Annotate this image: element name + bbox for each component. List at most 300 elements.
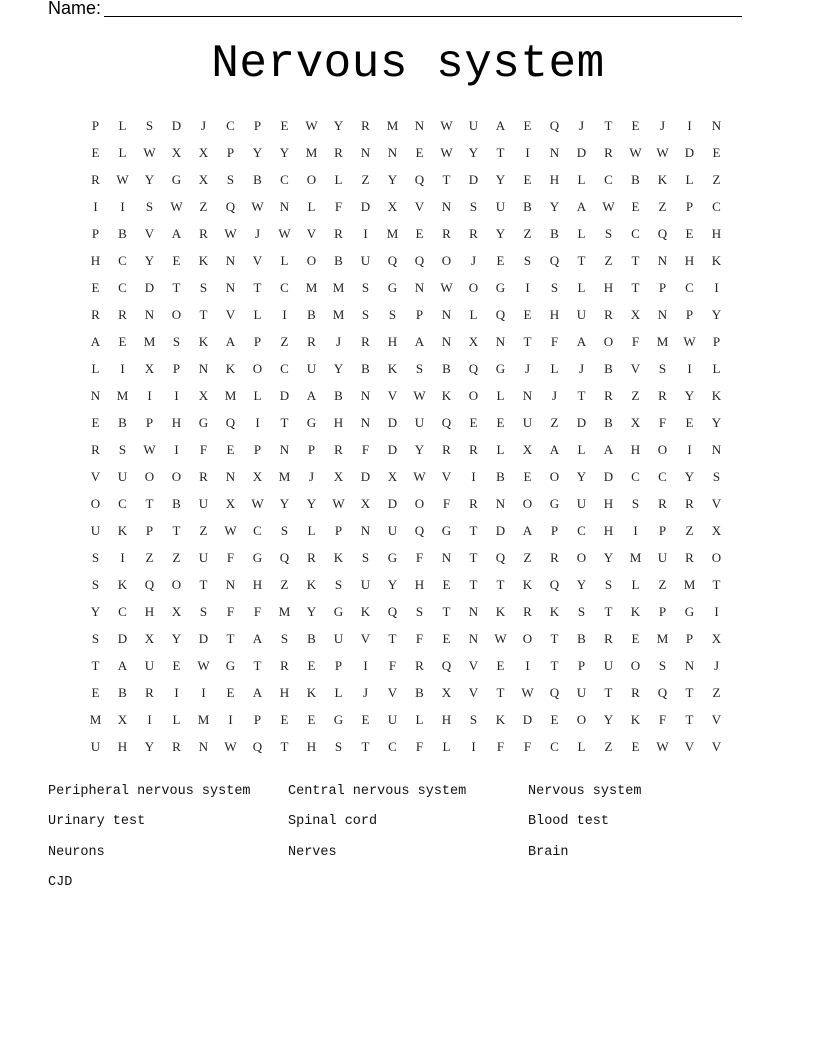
grid-letter: X bbox=[198, 172, 209, 187]
grid-letter: E bbox=[631, 739, 640, 754]
grid-letter: Z bbox=[280, 577, 289, 592]
grid-letter: M bbox=[683, 577, 696, 592]
grid-letter: Y bbox=[576, 577, 587, 592]
grid-letter: R bbox=[361, 118, 370, 133]
grid-letter: I bbox=[120, 199, 125, 214]
grid-letter: X bbox=[711, 523, 722, 538]
grid-row bbox=[82, 436, 732, 463]
grid-letter: A bbox=[252, 685, 263, 700]
grid-row bbox=[82, 247, 732, 274]
grid-letter: T bbox=[523, 334, 532, 349]
grid-letter: X bbox=[522, 442, 533, 457]
grid-letter: B bbox=[118, 685, 127, 700]
grid-letter: E bbox=[361, 712, 370, 727]
grid-letter: W bbox=[494, 631, 507, 646]
grid-letter: S bbox=[361, 307, 370, 322]
grid-letter: Z bbox=[604, 253, 613, 268]
grid-letter: V bbox=[468, 658, 479, 673]
grid-letter: T bbox=[253, 658, 262, 673]
word-list-item: Peripheral nervous system bbox=[48, 783, 251, 799]
grid-letter: I bbox=[714, 280, 719, 295]
grid-letter: E bbox=[307, 658, 316, 673]
grid-letter: R bbox=[658, 496, 667, 511]
grid-letter: U bbox=[387, 523, 398, 538]
grid-row bbox=[82, 166, 732, 193]
grid-row bbox=[82, 139, 732, 166]
grid-letter: Y bbox=[495, 226, 506, 241]
grid-letter: D bbox=[684, 145, 695, 160]
grid-letter: L bbox=[307, 523, 316, 538]
grid-letter: L bbox=[334, 685, 343, 700]
grid-letter: W bbox=[251, 496, 264, 511]
grid-letter: T bbox=[280, 415, 289, 430]
grid-letter: G bbox=[387, 280, 398, 295]
grid-letter: B bbox=[334, 253, 343, 268]
grid-letter: C bbox=[253, 523, 262, 538]
grid-letter: Y bbox=[306, 496, 317, 511]
grid-letter: Y bbox=[144, 739, 155, 754]
grid-letter: S bbox=[145, 118, 154, 133]
grid-letter: U bbox=[198, 550, 209, 565]
grid-letter: G bbox=[549, 496, 560, 511]
grid-letter: X bbox=[711, 631, 722, 646]
grid-letter: Q bbox=[495, 550, 506, 565]
grid-row bbox=[82, 301, 732, 328]
grid-letter: H bbox=[306, 739, 317, 754]
grid-letter: Z bbox=[523, 226, 532, 241]
grid-letter: P bbox=[307, 442, 316, 457]
grid-letter: F bbox=[550, 334, 559, 349]
grid-row bbox=[82, 274, 732, 301]
grid-letter: H bbox=[144, 604, 155, 619]
grid-letter: X bbox=[198, 388, 209, 403]
grid-letter: P bbox=[550, 523, 559, 538]
grid-letter: S bbox=[523, 253, 532, 268]
grid-letter: R bbox=[469, 496, 478, 511]
grid-letter: W bbox=[224, 226, 237, 241]
grid-letter: Y bbox=[90, 604, 101, 619]
grid-letter: U bbox=[198, 496, 209, 511]
grid-letter: H bbox=[711, 226, 722, 241]
grid-letter: N bbox=[198, 739, 209, 754]
grid-letter: J bbox=[713, 658, 720, 673]
grid-letter: H bbox=[441, 712, 452, 727]
grid-letter: A bbox=[171, 226, 182, 241]
grid-letter: I bbox=[147, 388, 152, 403]
grid-letter: U bbox=[468, 118, 479, 133]
grid-letter: Q bbox=[387, 604, 398, 619]
grid-letter: N bbox=[225, 280, 236, 295]
grid-letter: N bbox=[360, 523, 371, 538]
grid-letter: L bbox=[91, 361, 100, 376]
name-underline bbox=[104, 16, 742, 17]
grid-letter: D bbox=[144, 280, 155, 295]
grid-letter: K bbox=[225, 361, 236, 376]
grid-letter: Q bbox=[387, 253, 398, 268]
grid-letter: W bbox=[197, 658, 210, 673]
grid-letter: N bbox=[441, 199, 452, 214]
grid-letter: L bbox=[334, 172, 343, 187]
grid-letter: T bbox=[604, 685, 613, 700]
grid-letter: B bbox=[118, 226, 127, 241]
grid-letter: A bbox=[549, 442, 560, 457]
grid-letter: W bbox=[656, 739, 669, 754]
grid-letter: L bbox=[307, 199, 316, 214]
grid-letter: S bbox=[226, 172, 235, 187]
grid-letter: C bbox=[118, 604, 127, 619]
name-field[interactable] bbox=[48, 0, 748, 20]
grid-letter: P bbox=[253, 118, 262, 133]
grid-letter: O bbox=[414, 496, 425, 511]
grid-letter: S bbox=[604, 226, 613, 241]
word-list-item: Spinal cord bbox=[288, 814, 378, 830]
grid-letter: V bbox=[414, 199, 425, 214]
grid-letter: Q bbox=[657, 685, 668, 700]
grid-letter: H bbox=[252, 577, 263, 592]
grid-letter: T bbox=[442, 172, 451, 187]
grid-letter: N bbox=[279, 442, 290, 457]
grid-letter: I bbox=[363, 226, 368, 241]
grid-letter: O bbox=[657, 442, 668, 457]
grid-letter: F bbox=[496, 739, 505, 754]
word-list-row bbox=[48, 807, 768, 838]
grid-letter: T bbox=[496, 577, 505, 592]
grid-letter: I bbox=[471, 739, 476, 754]
grid-letter: N bbox=[90, 388, 101, 403]
grid-letter: I bbox=[687, 118, 692, 133]
grid-letter: A bbox=[225, 334, 236, 349]
grid-letter: P bbox=[658, 604, 667, 619]
grid-letter: Y bbox=[684, 388, 695, 403]
grid-letter: H bbox=[171, 415, 182, 430]
grid-row bbox=[82, 652, 732, 679]
grid-letter: E bbox=[550, 712, 559, 727]
page-title: Nervous system bbox=[211, 38, 605, 90]
grid-letter: J bbox=[470, 253, 477, 268]
grid-letter: Z bbox=[550, 415, 559, 430]
grid-letter: S bbox=[361, 550, 370, 565]
grid-letter: I bbox=[471, 469, 476, 484]
grid-letter: I bbox=[525, 658, 530, 673]
grid-letter: M bbox=[143, 334, 156, 349]
grid-letter: B bbox=[253, 172, 262, 187]
grid-letter: W bbox=[116, 172, 129, 187]
grid-letter: B bbox=[307, 631, 316, 646]
grid-letter: E bbox=[442, 631, 451, 646]
grid-letter: K bbox=[441, 388, 452, 403]
grid-letter: A bbox=[306, 388, 317, 403]
grid-letter: T bbox=[199, 307, 208, 322]
grid-letter: K bbox=[522, 577, 533, 592]
grid-letter: H bbox=[90, 253, 101, 268]
grid-letter: A bbox=[522, 523, 533, 538]
grid-letter: B bbox=[442, 361, 451, 376]
grid-letter: K bbox=[630, 604, 641, 619]
grid-letter: I bbox=[120, 550, 125, 565]
grid-letter: F bbox=[253, 604, 262, 619]
grid-letter: T bbox=[550, 658, 559, 673]
grid-letter: P bbox=[145, 415, 154, 430]
grid-letter: Q bbox=[441, 658, 452, 673]
grid-letter: W bbox=[224, 523, 237, 538]
grid-letter: R bbox=[442, 442, 451, 457]
grid-letter: V bbox=[252, 253, 263, 268]
grid-letter: K bbox=[495, 712, 506, 727]
grid-letter: U bbox=[144, 658, 155, 673]
grid-letter: P bbox=[685, 631, 694, 646]
grid-letter: K bbox=[117, 577, 128, 592]
grid-letter: L bbox=[415, 712, 424, 727]
grid-letter: V bbox=[711, 496, 722, 511]
grid-letter: P bbox=[658, 280, 667, 295]
grid-letter: W bbox=[440, 280, 453, 295]
grid-letter: T bbox=[712, 577, 721, 592]
grid-letter: J bbox=[524, 361, 531, 376]
grid-letter: N bbox=[414, 280, 425, 295]
grid-letter: K bbox=[630, 712, 641, 727]
word-list-item: Nerves bbox=[288, 844, 337, 860]
grid-letter: P bbox=[712, 334, 721, 349]
grid-letter: U bbox=[495, 199, 506, 214]
grid-letter: J bbox=[254, 226, 261, 241]
grid-letter: L bbox=[577, 442, 586, 457]
grid-letter: H bbox=[603, 280, 614, 295]
word-list-row bbox=[48, 776, 768, 807]
grid-letter: K bbox=[333, 550, 344, 565]
grid-letter: O bbox=[576, 550, 587, 565]
grid-letter: R bbox=[631, 685, 640, 700]
grid-letter: E bbox=[415, 145, 424, 160]
grid-letter: N bbox=[144, 307, 155, 322]
grid-letter: N bbox=[468, 631, 479, 646]
grid-letter: X bbox=[360, 496, 371, 511]
grid-letter: P bbox=[253, 442, 262, 457]
grid-letter: U bbox=[603, 658, 614, 673]
grid-letter: L bbox=[253, 307, 262, 322]
grid-letter: K bbox=[198, 253, 209, 268]
grid-letter: B bbox=[523, 199, 532, 214]
grid-letter: W bbox=[413, 388, 426, 403]
grid-letter: S bbox=[550, 280, 559, 295]
grid-letter: N bbox=[360, 415, 371, 430]
grid-letter: X bbox=[171, 604, 182, 619]
grid-letter: N bbox=[441, 307, 452, 322]
grid-letter: A bbox=[576, 199, 587, 214]
grid-letter: R bbox=[469, 442, 478, 457]
grid-letter: A bbox=[603, 442, 614, 457]
grid-letter: L bbox=[280, 253, 289, 268]
grid-letter: U bbox=[576, 307, 587, 322]
grid-letter: P bbox=[172, 361, 181, 376]
grid-letter: F bbox=[442, 496, 451, 511]
grid-letter: G bbox=[495, 280, 506, 295]
grid-letter: X bbox=[387, 469, 398, 484]
grid-letter: D bbox=[387, 496, 398, 511]
grid-letter: Y bbox=[144, 172, 155, 187]
grid-letter: I bbox=[120, 361, 125, 376]
grid-row bbox=[82, 220, 732, 247]
grid-letter: N bbox=[387, 145, 398, 160]
grid-letter: N bbox=[225, 469, 236, 484]
grid-letter: E bbox=[226, 685, 235, 700]
grid-letter: U bbox=[333, 631, 344, 646]
grid-letter: R bbox=[658, 388, 667, 403]
grid-letter: W bbox=[683, 334, 696, 349]
grid-letter: D bbox=[360, 199, 371, 214]
grid-letter: Y bbox=[414, 442, 425, 457]
grid-letter: R bbox=[172, 739, 181, 754]
grid-letter: T bbox=[226, 631, 235, 646]
grid-letter: O bbox=[171, 577, 182, 592]
grid-letter: M bbox=[629, 550, 642, 565]
grid-letter: W bbox=[305, 118, 318, 133]
grid-letter: N bbox=[684, 658, 695, 673]
grid-letter: X bbox=[144, 631, 155, 646]
grid-letter: O bbox=[603, 334, 614, 349]
grid-letter: J bbox=[200, 118, 207, 133]
grid-letter: B bbox=[550, 226, 559, 241]
grid-letter: P bbox=[685, 199, 694, 214]
grid-letter: C bbox=[388, 739, 397, 754]
grid-letter: E bbox=[91, 280, 100, 295]
grid-letter: F bbox=[334, 199, 343, 214]
word-list-row bbox=[48, 837, 768, 868]
grid-letter: H bbox=[414, 577, 425, 592]
grid-letter: V bbox=[306, 226, 317, 241]
grid-letter: V bbox=[225, 307, 236, 322]
grid-letter: E bbox=[523, 172, 532, 187]
grid-letter: M bbox=[197, 712, 210, 727]
grid-letter: M bbox=[278, 469, 291, 484]
grid-letter: A bbox=[117, 658, 128, 673]
grid-letter: F bbox=[361, 442, 370, 457]
grid-letter: I bbox=[174, 388, 179, 403]
grid-letter: L bbox=[496, 442, 505, 457]
grid-letter: X bbox=[468, 334, 479, 349]
grid-letter: Q bbox=[225, 415, 236, 430]
grid-letter: N bbox=[711, 442, 722, 457]
grid-letter: Z bbox=[685, 523, 694, 538]
grid-letter: F bbox=[415, 739, 424, 754]
grid-letter: Z bbox=[658, 577, 667, 592]
grid-letter: W bbox=[440, 118, 453, 133]
grid-letter: G bbox=[171, 172, 182, 187]
grid-letter: O bbox=[306, 172, 317, 187]
grid-letter: W bbox=[143, 145, 156, 160]
grid-letter: L bbox=[685, 172, 694, 187]
grid-letter: Q bbox=[468, 361, 479, 376]
word-list-item: Central nervous system bbox=[288, 783, 467, 799]
word-list-item: Nervous system bbox=[528, 783, 642, 799]
grid-letter: P bbox=[91, 226, 100, 241]
grid-letter: Y bbox=[549, 199, 560, 214]
grid-row bbox=[82, 679, 732, 706]
grid-letter: S bbox=[118, 442, 127, 457]
grid-row bbox=[82, 490, 732, 517]
grid-letter: B bbox=[361, 361, 370, 376]
grid-letter: W bbox=[251, 199, 264, 214]
grid-letter: U bbox=[117, 469, 128, 484]
grid-letter: O bbox=[468, 280, 479, 295]
grid-letter: F bbox=[226, 550, 235, 565]
grid-letter: S bbox=[91, 550, 100, 565]
grid-letter: Y bbox=[387, 577, 398, 592]
grid-letter: M bbox=[305, 145, 318, 160]
grid-letter: F bbox=[631, 334, 640, 349]
grid-letter: Y bbox=[495, 172, 506, 187]
grid-letter: W bbox=[278, 226, 291, 241]
grid-letter: I bbox=[228, 712, 233, 727]
grid-letter: C bbox=[577, 523, 586, 538]
grid-row bbox=[82, 328, 732, 355]
grid-letter: K bbox=[711, 388, 722, 403]
grid-letter: W bbox=[413, 469, 426, 484]
grid-letter: T bbox=[577, 388, 586, 403]
grid-letter: S bbox=[334, 739, 343, 754]
grid-letter: N bbox=[657, 253, 668, 268]
grid-letter: C bbox=[280, 361, 289, 376]
grid-letter: E bbox=[91, 415, 100, 430]
grid-letter: L bbox=[577, 172, 586, 187]
grid-letter: Y bbox=[279, 496, 290, 511]
grid-letter: G bbox=[333, 604, 344, 619]
grid-letter: M bbox=[116, 388, 129, 403]
grid-letter: P bbox=[226, 145, 235, 160]
grid-letter: Y bbox=[576, 469, 587, 484]
grid-letter: L bbox=[118, 145, 127, 160]
grid-letter: U bbox=[387, 712, 398, 727]
grid-letter: W bbox=[629, 145, 642, 160]
grid-letter: N bbox=[360, 145, 371, 160]
grid-letter: Y bbox=[144, 253, 155, 268]
grid-letter: R bbox=[604, 307, 613, 322]
grid-letter: I bbox=[174, 442, 179, 457]
grid-letter: H bbox=[549, 307, 560, 322]
grid-letter: Q bbox=[549, 118, 560, 133]
grid-row bbox=[82, 544, 732, 571]
grid-letter: Y bbox=[468, 145, 479, 160]
grid-letter: T bbox=[145, 496, 154, 511]
grid-letter: X bbox=[333, 469, 344, 484]
grid-letter: R bbox=[361, 334, 370, 349]
grid-letter: S bbox=[361, 280, 370, 295]
grid-letter: D bbox=[522, 712, 533, 727]
grid-letter: X bbox=[117, 712, 128, 727]
grid-row bbox=[82, 112, 732, 139]
grid-letter: D bbox=[576, 415, 587, 430]
grid-letter: S bbox=[280, 631, 289, 646]
grid-letter: K bbox=[657, 172, 668, 187]
grid-letter: A bbox=[414, 334, 425, 349]
grid-letter: E bbox=[442, 577, 451, 592]
grid-letter: M bbox=[224, 388, 237, 403]
grid-letter: C bbox=[280, 280, 289, 295]
grid-letter: M bbox=[656, 334, 669, 349]
grid-letter: F bbox=[226, 604, 235, 619]
grid-letter: N bbox=[549, 145, 560, 160]
grid-letter: E bbox=[712, 145, 721, 160]
grid-letter: P bbox=[685, 307, 694, 322]
grid-letter: S bbox=[334, 577, 343, 592]
grid-letter: Y bbox=[333, 118, 344, 133]
grid-letter: O bbox=[711, 550, 722, 565]
grid-letter: B bbox=[307, 307, 316, 322]
grid-letter: N bbox=[441, 334, 452, 349]
grid-letter: T bbox=[496, 685, 505, 700]
grid-letter: Z bbox=[604, 739, 613, 754]
grid-letter: T bbox=[577, 253, 586, 268]
grid-letter: D bbox=[198, 631, 209, 646]
